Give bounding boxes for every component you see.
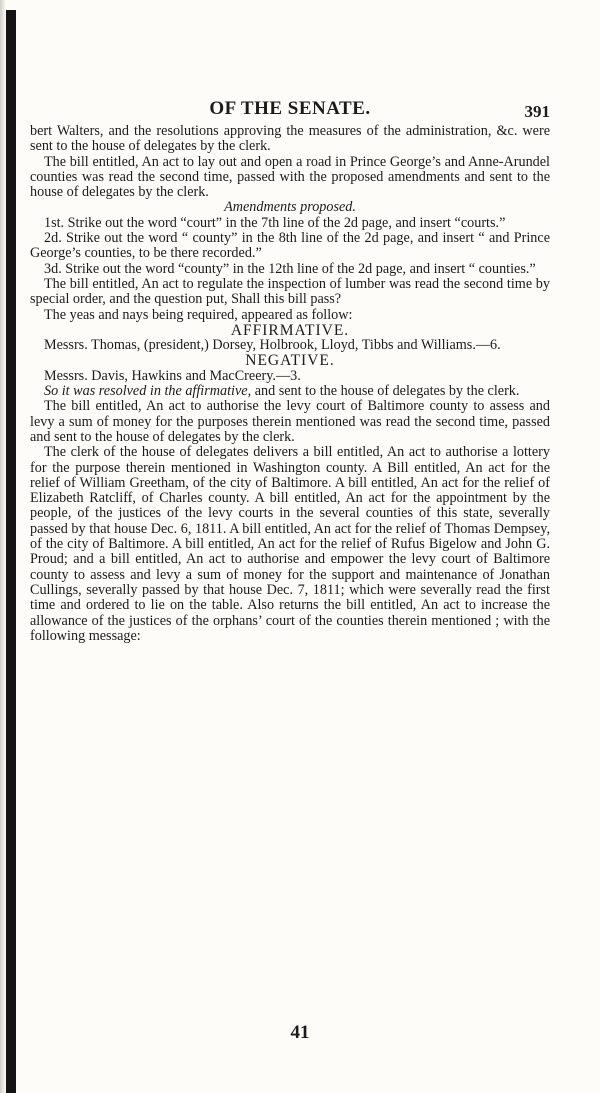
running-title: OF THE SENATE. <box>209 98 371 119</box>
amendment-item: 1st. Strike out the word “court” in the 7th line of the 2d page, and insert “courts.” <box>44 214 506 231</box>
page-header <box>30 92 550 124</box>
negative-names: Messrs. Davis, Hawkins and MacCreery.—3. <box>44 367 301 384</box>
resolution-paragraph <box>30 384 550 399</box>
amendment-item: 3d. Strike out the word “county” in the 12th line of the 2d page, and insert “ counties.” <box>44 260 536 277</box>
binding-edge <box>6 10 16 1093</box>
paragraph: The bill entitled, An act to lay out and open a road in Prince George’s and Anne-Arundel counties was read the second time, passed with the proposed amendments and sent to the house of delegates by the clerk. <box>30 153 550 201</box>
paragraph: The clerk of the house of delegates delivers a bill entitled, An act to authorise a lottery for the purpose therein mentioned in Washington county. A Bill entitled, An act for the relief of William Greetham, of the city of Baltimore. A bill entitled, An act for the relief of Elizabeth Ratcliff, of Charles county. A bill entitled, An act for the appointment by the people, of the justices of the levy courts in the several counties of this state, severally passed by that house Dec. 6, 1811. A bill entitled, An act for the relief of Thomas Dempsey, of the city of Baltimore. A bill entitled, An act for the relief of Rufus Bigelow and John G. Proud; and a bill entitled, An act to authorise and empower the levy court of Baltimore county to assess and levy a sum of money for the support and maintenance of Jonathan Cullings, severally passed by that house Dec. 7, 1811; which were severally read the first time and ordered to lie on the table. Also returns the bill entitled, An act to increase the allowance of the justices of the orphans’ court of the counties therein mentioned ; with the following message: <box>30 444 550 644</box>
paragraph: The yeas and nays being required, appeared as follow: <box>44 306 353 323</box>
resolution-italic: So it was resolved in the affirmative, <box>44 383 252 400</box>
body-text <box>30 124 550 644</box>
amendments-heading: Amendments proposed. <box>224 199 356 216</box>
paragraph: The bill entitled, An act to regulate the inspection of lumber was read the second time by special order, and the question put, Shall this bill pass? <box>30 275 550 308</box>
resolution-rest: and sent to the house of delegates by the clerk. <box>251 383 520 400</box>
signature-mark: 41 <box>290 1022 310 1043</box>
paragraph: The bill entitled, An act to authorise the levy court of Baltimore county to assess and levy a sum of money for the purposes therein mentioned was read the second time, passed and sent to the house of delegates by the clerk. <box>30 398 550 445</box>
affirmative-heading: AFFIRMATIVE. <box>230 321 350 339</box>
amendment-item: 2d. Strike out the word “ county” in the 8th line of the 2d page, and insert “ and Prince George’s counties, to be there recorded.” <box>30 230 550 262</box>
affirmative-names: Messrs. Thomas, (president,) Dorsey, Holbrook, Lloyd, Tibbs and Williams.—6. <box>44 337 501 354</box>
paragraph: bert Walters, and the resolutions approving the measures of the administration, &c. were sent to the house of delegates by the clerk. <box>30 123 550 155</box>
page <box>30 92 550 644</box>
negative-heading: NEGATIVE. <box>245 352 335 370</box>
page-number: 391 <box>524 102 550 121</box>
